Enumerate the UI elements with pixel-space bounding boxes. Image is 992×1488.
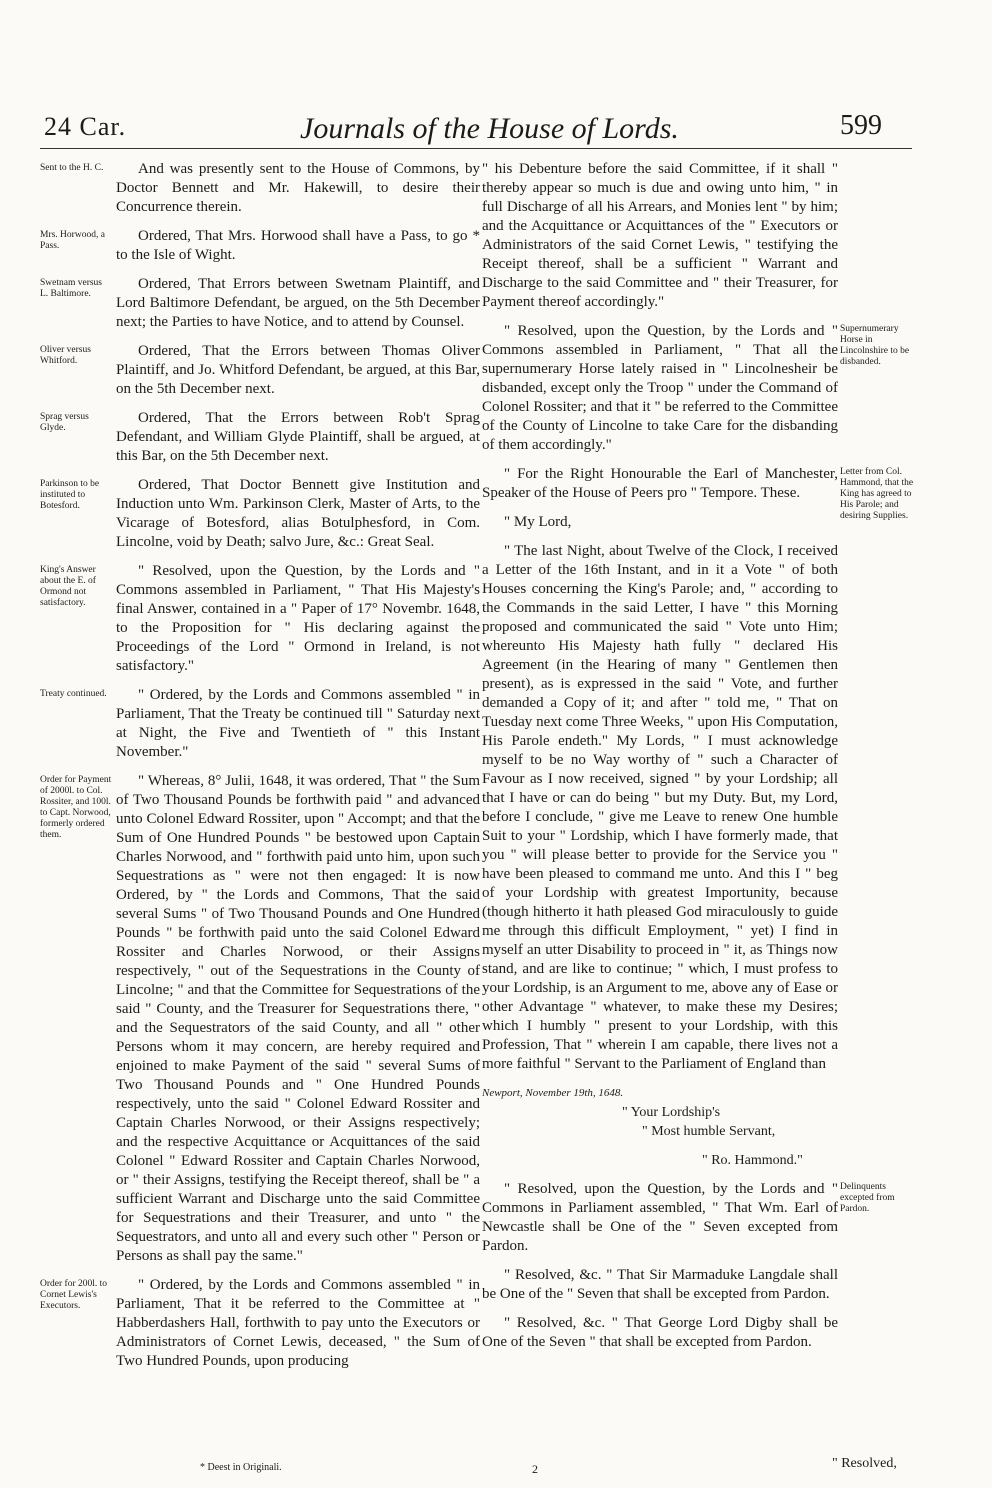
margin-note: Letter from Col. Hammond, that the King has agreed to His Parole; and desiring Supplies. (840, 467, 914, 521)
margin-note: King's Answer about the E. of Ormond not satisfactory. (40, 565, 96, 608)
right-column (482, 160, 912, 1362)
entry-newcastle (482, 1180, 912, 1256)
entry-text: " Whereas, 8° Julii, 1648, it was ordered, That " the Sum of Two Thousand Pounds be forthwith paid " and advanced unto Colonel Edward Rossiter, upon " Accompt; and that the Sum of One Hundred Pounds " be bestowed upon Captain Charles Norwood, and " forthwith paid unto him, upon such Sequestrations as " were not then engaged: It is now Ordered, by " the Lords and Commons, That the said several Sums " of Two Thousand Pounds and One Hundred Pounds " be forthwith paid unto the said Colonel Edward Rossiter and Charles Norwood, or their Assigns respectively, " out of the Sequestrations in the County of Lincolne; " and that the Committee for Sequestrations of the said " County, and the Treasurer for Sequestrations there, " and the Sequestrators of the said County, and all " other Persons whom it may concern, are hereby required and enjoined to make Payment of the said " several Sums of Two Thousand Pounds and " One Hundred Pounds respectively, unto the said " Colonel Edward Rossiter and Captain Charles Norwood, or their Assigns respectively; and the respective Acquittance or Acquittances of the said Colonel " Edward Rossiter and Captain Charles Norwood, or " their Assigns, testifying the Receipt thereof, shall be " a sufficient Warrant and Discharge unto the said Committee for Sequestrations and their Treasurer, and unto " the Sequestrators, and unto all and every such other " Person or Persons as shall pay the same." (116, 773, 480, 1264)
margin-note: Sprag versus Glyde. (40, 412, 89, 433)
entry-text: And was presently sent to the House of Commons, by Doctor Bennett and Mr. Hakewill, to desire their Concurrence therein. (116, 161, 480, 215)
letter-signature (482, 1084, 838, 1170)
entry-letter-body (482, 542, 912, 1074)
entry-text: " Ordered, by the Lords and Commons assembled " in Parliament, That it be referred to the Committee at " Habberdashers Hall, forthwith to pay unto the Executors or Administrators of Cornet Lewis, deceased, " the Sum of Two Hundred Pounds, upon producing (116, 1277, 480, 1369)
entry-digby (482, 1314, 912, 1352)
signature-mark: 2 (532, 1462, 538, 1476)
place-date: Newport, November 19th, 1648. (482, 1087, 624, 1099)
signature-line-1: " Your Lordship's (622, 1105, 721, 1120)
entry-swetnam (40, 275, 480, 332)
header-rule (40, 148, 912, 149)
entry-text: " For the Right Honourable the Earl of Manchester, Speaker of the House of Peers pro " Tempore. These. (482, 466, 838, 501)
left-column (40, 160, 480, 1381)
entry-text: Ordered, That Doctor Bennett give Institution and Induction unto Wm. Parkinson Clerk, Master of Arts, to the Vicarage of Botesford, alias Botulphesford, in Com. Lincolne, void by Death; salvo Jure, &c.: Great Seal. (116, 477, 480, 550)
entry-text: " Resolved, upon the Question, by the Lords and " Commons assembled in Parliament, " That all the supernumerary Horse lately raised in " Lincolnesheir be disbanded, except only the Troop " under the Command of Colonel Rossiter; and that it " be referred to the Committee of the County of Lincolne to take Care for the disbanding of them accordingly." (482, 323, 838, 453)
signature-line-3: " Ro. Hammond." (702, 1153, 803, 1168)
margin-note: Swetnam versus L. Baltimore. (40, 278, 103, 299)
margin-note: Mrs. Horwood, a Pass. (40, 230, 105, 251)
entry-text: " Ordered, by the Lords and Commons assembled " in Parliament, That the Treaty be continued till " Saturday next at Night, the Five and Twentieth of " this Instant November." (116, 687, 480, 760)
entry-text: Ordered, That the Errors between Thomas Oliver Plaintiff, and Jo. Whitford Defendant, be argued, at this Bar, on the 5th December next. (116, 343, 480, 397)
entry-ormond (40, 562, 480, 676)
margin-note: Delinquents excepted from Pardon. (840, 1182, 895, 1214)
margin-note: Order for 200l. to Cornet Lewis's Executors. (40, 1279, 108, 1311)
entry-parkinson (40, 476, 480, 552)
signature-line-2: " Most humble Servant, (642, 1124, 776, 1139)
margin-note: Sent to the H. C. (40, 163, 104, 173)
entry-text: " Resolved, upon the Question, by the Lords and " Commons assembled in Parliament, " That His Majesty's final Answer, contained in a " Paper of 17° Novembr. 1648, to the Proposition for " His declaring against the Proceedings of the Lord " Ormond in Ireland, is not satisfactory." (116, 563, 480, 674)
entry-text: " his Debenture before the said Committee, if it shall " thereby appear so much is due and owing unto him, " in full Discharge of all his Arrears, and Monies lent " by him; and the Acquittance or Acquittances of the " Executors or Administrators of the said Cornet Lewis, " testifying the Receipt thereof, shall be a sufficient " Warrant and Discharge to the said Committee and " their Treasurer, for Payment thereof accordingly." (482, 161, 838, 310)
margin-note: Oliver versus Whitford. (40, 345, 91, 366)
entry-text: " The last Night, about Twelve of the Clock, I received a Letter of the 16th Instant, and in it a Vote " of both Houses concerning the King's Parole; and, " according to the Commands in the said Letter, I have " this Morning proposed and communicated the said " Vote unto Him; whereunto His Majesty hath fully " declared His Agreement (in the Hearing of many " Gentlemen then present), as is expressed in the said " Vote, and further demanded a Copy of it; and after " told me, " That on Tuesday next come Three Weeks, " upon His Computation, His Parole endeth." My Lords, " I must acknowledge myself to be no Way worthy of " such a Character of Favour as I now received, signed " by your Lordship; all that I have or can do being " but my Duty. But, my Lord, before I conclude, " give me Leave to renew One humble Suit to your " Lordship, which I have formerly made, that you " will please better to provide for the Service you " have been pleased to command me unto. And this I " beg of your Lordship with greatest Importunity, because (though hitherto it hath pleased God miraculously to guide me through this difficult Employment, " yet) I find in myself an utter Disability to proceed in " it, as Things now stand, and are like to continue; " which, I must profess to your Lordship, is an Argument to me, above any of Ease or other Advantage " whatever, to make these my Desires; which I humbly " present to your Lordship, with this Profession, That " wherein I am capable, there lives not a more faithful " Servant to the Parliament of England than (482, 543, 838, 1072)
entry-langdale (482, 1266, 912, 1304)
entry-treaty (40, 686, 480, 762)
running-header-left: 24 Car. (44, 112, 127, 141)
entry-supernumerary-horse (482, 322, 912, 455)
entry-oliver (40, 342, 480, 399)
entry-sent-to-commons (40, 160, 480, 217)
entry-text: " Resolved, &c. " That George Lord Digby shall be One of the Seven " that shall be excepted from Pardon. (482, 1315, 838, 1350)
entry-sprag (40, 409, 480, 466)
entry-horwood (40, 227, 480, 265)
entry-letter-address (482, 465, 914, 521)
entry-lewis-continued (482, 160, 912, 312)
entry-text: " My Lord, (504, 514, 572, 530)
entry-text: Ordered, That Mrs. Horwood shall have a Pass, to go * to the Isle of Wight. (116, 228, 480, 263)
margin-note: Treaty continued. (40, 689, 107, 699)
entry-salutation (482, 513, 912, 532)
footnote: * Deest in Originali. (200, 1462, 282, 1473)
margin-note: Parkinson to be instituted to Botesford. (40, 479, 100, 511)
entry-rossiter-payment (40, 772, 480, 1266)
margin-note: Supernumerary Horse in Lincolnshire to be disbanded. (840, 324, 910, 367)
catchword: " Resolved, (832, 1456, 897, 1471)
margin-note: Order for Payment of 2000l. to Col. Rossiter, and 100l. to Capt. Norwood, formerly ordered them. (40, 775, 112, 840)
entry-lewis-executors (40, 1276, 480, 1371)
running-header-title: Journals of the House of Lords. (300, 112, 679, 145)
entry-text: " Resolved, upon the Question, by the Lords and " Commons in Parliament assembled, " That Wm. Earl of Newcastle shall be One of the " Seven excepted from Pardon. (482, 1181, 838, 1254)
entry-text: Ordered, That Errors between Swetnam Plaintiff, and Lord Baltimore Defendant, be argued, on the 5th December next; the Parties to have Notice, and to attend by Counsel. (116, 276, 480, 330)
entry-text: Ordered, That the Errors between Rob't Sprag Defendant, and William Glyde Plaintiff, shall be argued, at this Bar, on the 5th December next. (116, 410, 480, 464)
entry-text: " Resolved, &c. " That Sir Marmaduke Langdale shall be One of the " Seven that shall be excepted from Pardon. (482, 1267, 838, 1302)
page-number: 599 (840, 110, 882, 141)
